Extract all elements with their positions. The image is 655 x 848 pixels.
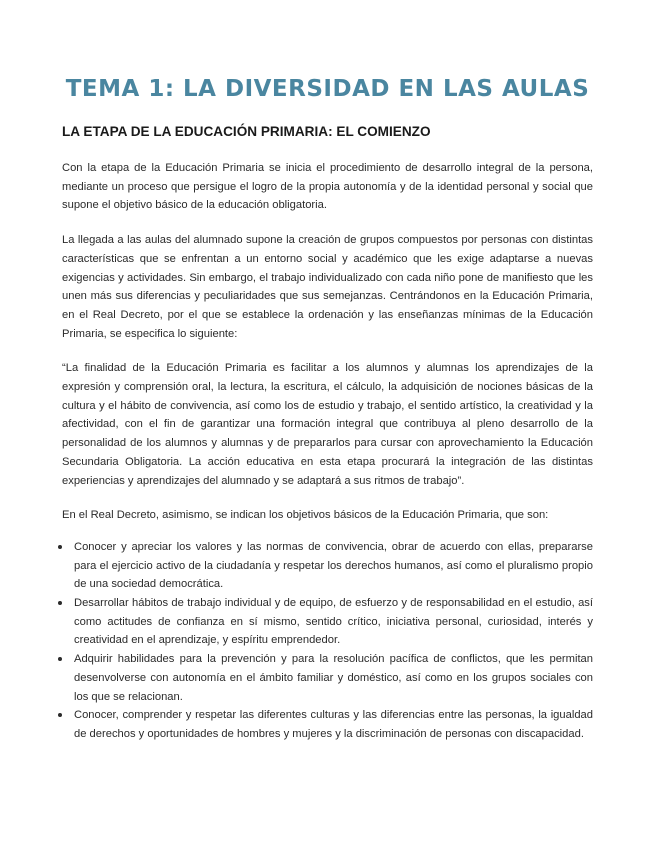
- list-item-text: Desarrollar hábitos de trabajo individual y de equipo, de esfuerzo y de responsabilidad en el estudio, así como actitudes de confianza en sí mismo, sentido crítico, iniciativa personal, curiosidad, interés y creatividad en el aprendizaje, y espíritu emprendedor.: [74, 597, 593, 647]
- bullet-icon: [58, 601, 62, 605]
- document-page: [62, 0, 593, 848]
- paragraph-objectives-intro: En el Real Decreto, asimismo, se indican los objetivos básicos de la Educación Primaria, que son:: [62, 509, 549, 522]
- list-item: [58, 706, 593, 743]
- section-heading: LA ETAPA DE LA EDUCACIÓN PRIMARIA: EL COMIENZO: [62, 124, 431, 139]
- list-item-text: Conocer, comprender y respetar las diferentes culturas y las diferencias entre las personas, la igualdad de derechos y oportunidades de hombres y mujeres y la discriminación de personas con discapacidad.: [74, 709, 593, 740]
- objectives-list: [62, 538, 593, 744]
- list-item: [58, 650, 593, 706]
- list-item: [58, 538, 593, 594]
- list-item: [58, 594, 593, 650]
- bullet-icon: [58, 545, 62, 549]
- page-title: TEMA 1: LA DIVERSIDAD EN LAS AULAS: [65, 76, 590, 102]
- bullet-icon: [58, 713, 62, 717]
- document-body: [62, 159, 593, 744]
- paragraph-quote: “La finalidad de la Educación Primaria es facilitar a los alumnos y alumnas los aprendizajes de la expresión y comprensión oral, la lectura, la escritura, el cálculo, la adquisición de nociones básicas de la cultura y el hábito de convivencia, así como los de estudio y trabajo, el sentido artístico, la creatividad y la afectividad, con el fin de garantizar una formación integral que contribuya al pleno desarrollo de la personalidad de los alumnos y alumnas y de prepararlos para cursar con aprovechamiento la Educación Secundaria Obligatoria. La acción educativa en esta etapa procurará la integración de las distintas experiencias y aprendizajes del alumnado y se adaptará a sus ritmos de trabajo”.: [62, 362, 593, 487]
- paragraph-classroom: La llegada a las aulas del alumnado supone la creación de grupos compuestos por personas con distintas características que se enfrentan a un entorno social y académico que les exige adaptarse a nuevas exigencias y actividades. Sin embargo, el trabajo individualizado con cada niño pone de manifiesto que les unen más sus diferencias y peculiaridades que sus semejanzas. Centrándonos en la Educación Primaria, en el Real Decreto, por el que se establece la ordenación y las enseñanzas mínimas de la Educación Primaria, se especifica lo siguiente:: [62, 234, 593, 340]
- bullet-icon: [58, 657, 62, 661]
- list-item-text: Adquirir habilidades para la prevención y para la resolución pacífica de conflictos, que les permitan desenvolverse con autonomía en el ámbito familiar y doméstico, así como en los grupos sociales con los que se relacionan.: [74, 653, 593, 703]
- list-item-text: Conocer y apreciar los valores y las normas de convivencia, obrar de acuerdo con ellas, prepararse para el ejercicio activo de la ciudadanía y respetar los derechos humanos, así como el pluralismo propio de una sociedad democrática.: [74, 540, 593, 591]
- paragraph-intro: Con la etapa de la Educación Primaria se inicia el procedimiento de desarrollo integral de la persona, mediante un proceso que persigue el logro de la propia autonomía y de la identidad personal y social que supone el objetivo básico de la educación obligatoria.: [62, 162, 593, 212]
